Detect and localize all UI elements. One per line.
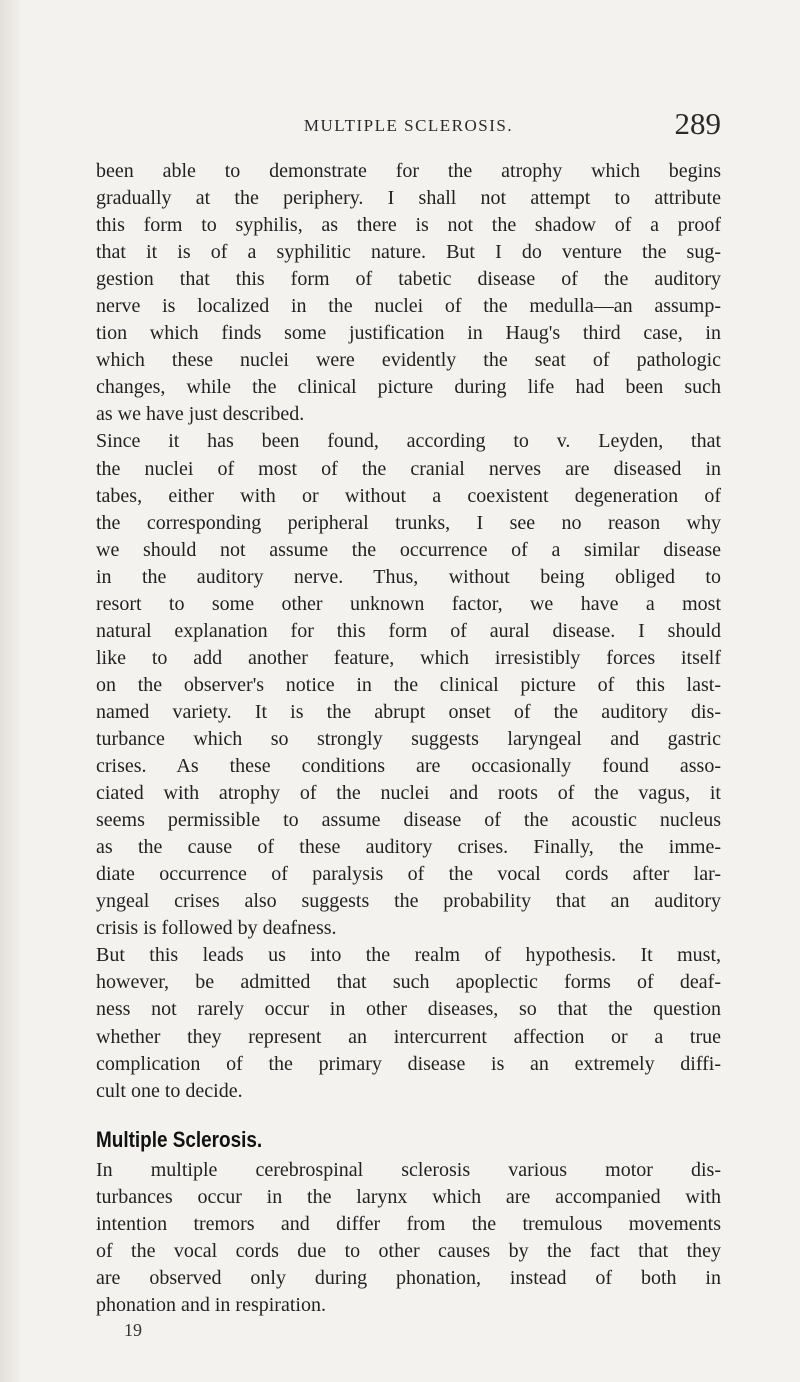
text-line: in the auditory nerve. Thus, without being obliged to <box>96 565 721 588</box>
text-line: diate occurrence of paralysis of the vocal cords after lar- <box>96 863 721 886</box>
text-line: are observed only during phonation, instead of both in <box>96 1266 721 1289</box>
page-number: 289 <box>674 106 721 141</box>
text-line: Since it has been found, according to v. Leyden, that <box>96 430 721 453</box>
text-line: gradually at the periphery. I shall not attempt to attribute <box>96 187 721 210</box>
text-line: we should not assume the occurrence of a similar disease <box>96 538 721 561</box>
text-line: seems permissible to assume disease of the acoustic nucleus <box>96 809 721 832</box>
text-line: as we have just described. <box>96 403 305 426</box>
text-line: gestion that this form of tabetic disease of the auditory <box>96 268 721 291</box>
text-line: named variety. It is the abrupt onset of the auditory dis- <box>96 700 721 723</box>
text-line: ness not rarely occur in other diseases, so that the question <box>96 998 721 1021</box>
signature-mark: 19 <box>124 1319 142 1340</box>
text-line: resort to some other unknown factor, we have a most <box>96 592 721 615</box>
text-line: like to add another feature, which irresistibly forces itself <box>96 646 721 669</box>
text-line: however, be admitted that such apoplectic forms of deaf- <box>96 971 721 994</box>
text-line: turbances occur in the larynx which are accompanied with <box>96 1185 721 1208</box>
text-line: changes, while the clinical picture during life had been such <box>96 376 721 399</box>
text-line: crises. As these conditions are occasionally found asso- <box>96 755 721 778</box>
text-line: which these nuclei were evidently the seat of pathologic <box>96 349 721 372</box>
text-line: But this leads us into the realm of hypothesis. It must, <box>96 944 721 967</box>
text-line: whether they represent an intercurrent affection or a true <box>96 1025 721 1048</box>
text-line: the corresponding peripheral trunks, I see no reason why <box>96 511 721 534</box>
text-line: been able to demonstrate for the atrophy which begins <box>96 160 721 182</box>
text-line: this form to syphilis, as there is not the shadow of a proof <box>96 214 721 237</box>
page-edge <box>0 0 22 1382</box>
page-header <box>96 106 721 146</box>
paragraph-2 <box>96 428 721 942</box>
text-line: the nuclei of most of the cranial nerves are diseased in <box>96 457 721 480</box>
text-line: turbance which so strongly suggests laryngeal and gastric <box>96 727 721 750</box>
text-line: tabes, either with or without a coexistent degeneration of <box>96 484 721 507</box>
body-text <box>96 158 721 1341</box>
section-heading: Multiple Sclerosis. <box>96 1126 263 1152</box>
text-line: In multiple cerebrospinal sclerosis various motor dis- <box>96 1158 721 1181</box>
text-line: tion which finds some justification in Haug's third case, in <box>96 322 721 345</box>
text-line: on the observer's notice in the clinical picture of this last- <box>96 673 721 696</box>
section-paragraph <box>96 1157 721 1319</box>
paragraph-3 <box>96 942 721 1104</box>
paragraph-1 <box>96 158 721 428</box>
text-line: phonation and in respiration. <box>96 1293 326 1316</box>
running-head: MULTIPLE SCLEROSIS. <box>303 116 514 135</box>
text-line: as the cause of these auditory crises. Finally, the imme- <box>96 836 721 859</box>
text-line: intention tremors and differ from the tremulous movements <box>96 1212 721 1235</box>
text-line: crisis is followed by deafness. <box>96 917 337 940</box>
text-line: ciated with atrophy of the nuclei and roots of the vagus, it <box>96 782 721 805</box>
text-line: that it is of a syphilitic nature. But I do venture the sug- <box>96 241 721 264</box>
text-line: natural explanation for this form of aural disease. I should <box>96 619 721 642</box>
text-line: nerve is localized in the nuclei of the medulla—an assump- <box>96 295 721 318</box>
text-line: complication of the primary disease is an extremely diffi- <box>96 1052 721 1075</box>
text-line: cult one to decide. <box>96 1079 243 1102</box>
text-line: yngeal crises also suggests the probability that an auditory <box>96 890 721 913</box>
text-line: of the vocal cords due to other causes by the fact that they <box>96 1239 721 1262</box>
